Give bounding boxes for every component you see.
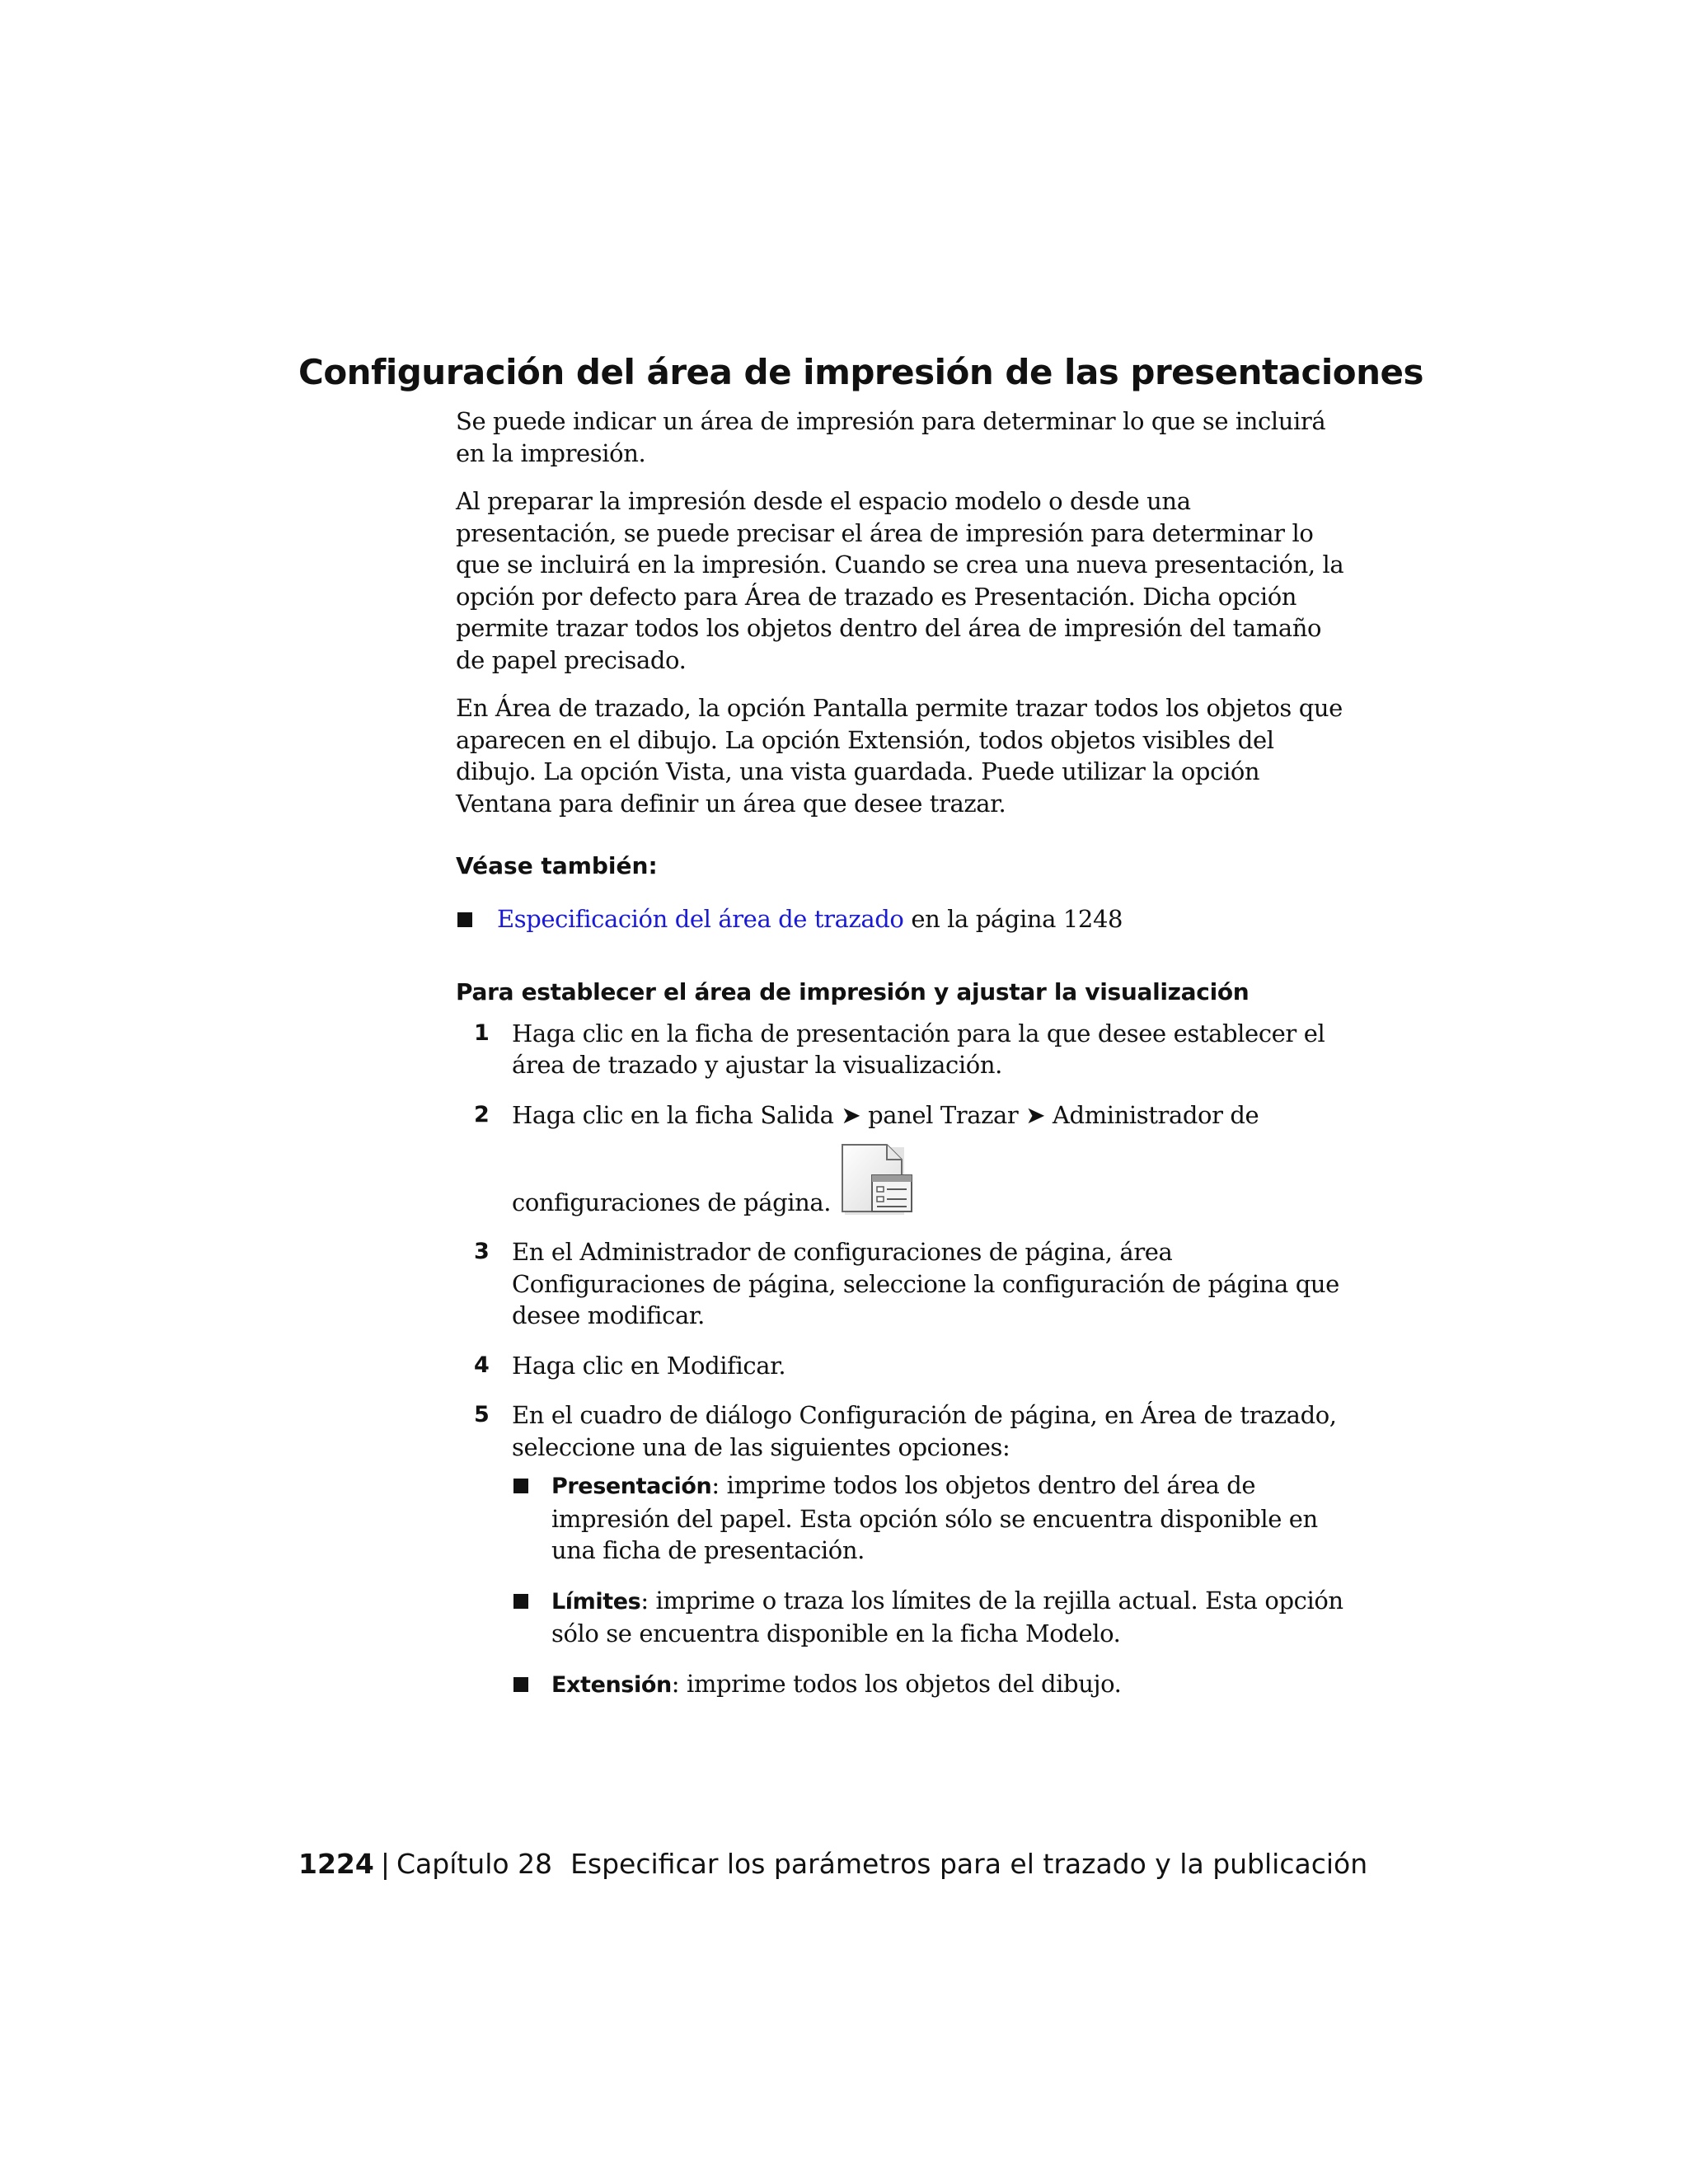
step-text: Haga clic en la ficha de presentación para la que desee establecer el área de trazado y ajustar la visualización.: [512, 1019, 1325, 1079]
step-text: Haga clic en Modificar.: [512, 1351, 786, 1380]
step-text: En el cuadro de diálogo Configuración de página, en Área de trazado, seleccione una de las siguientes opciones:: [512, 1401, 1337, 1461]
option-term: Extensión: [551, 1671, 672, 1698]
step-text: En el Administrador de configuraciones de página, área Configuraciones de página, seleccione la configuración de página que desee modificar.: [512, 1238, 1339, 1329]
option-description: : imprime todos los objetos dentro del área de impresión del papel. Esta opción sólo se encuentra disponible en una ficha de presentación.: [551, 1471, 1318, 1564]
intro-paragraph-3: En Área de trazado, la opción Pantalla permite trazar todos los objetos que aparecen en el dibujo. La opción Extensión, todos objetos visibles del dibujo. La opción Vista, una vista guardada. Puede utilizar la opción Ventana para definir un área que desee trazar.: [456, 694, 1343, 818]
bullet-square-icon: [513, 1479, 528, 1493]
option-term: Límites: [551, 1588, 641, 1615]
see-also-page-ref: en la página 1248: [903, 905, 1123, 933]
step-text: Haga clic en la ficha Salida ➤ panel Trazar ➤ Administrador de: [512, 1100, 1259, 1129]
option-item: [512, 1585, 1354, 1650]
procedure-step: [456, 1099, 1354, 1219]
section-title: Configuración del área de impresión de las presentaciones: [298, 352, 1424, 392]
chapter-label: Capítulo 28: [396, 1848, 553, 1880]
see-also-item: [456, 903, 1354, 935]
step-number: 1: [474, 1019, 490, 1046]
option-description: : imprime todos los objetos del dibujo.: [671, 1669, 1122, 1698]
bullet-square-icon: [513, 1677, 528, 1692]
page-setup-manager-icon: [839, 1142, 915, 1218]
option-description: : imprime o traza los límites de la rejilla actual. Esta opción sólo se encuentra disponible en la ficha Modelo.: [551, 1586, 1343, 1647]
page-footer: [298, 1846, 1367, 1882]
bullet-square-icon: [457, 912, 472, 927]
bullet-square-icon: [513, 1594, 528, 1609]
footer-separator: |: [380, 1848, 390, 1880]
procedure-step: [456, 1399, 1354, 1701]
option-term: Presentación: [551, 1474, 712, 1499]
options-list: [512, 1469, 1354, 1701]
step-text-line2: configuraciones de página.: [512, 1188, 832, 1216]
procedure-heading: Para establecer el área de impresión y ajustar la visualización: [456, 977, 1250, 1005]
intro-paragraph-1: Se puede indicar un área de impresión para determinar lo que se incluirá en la impresión.: [456, 407, 1326, 467]
body-column: [456, 405, 1354, 1719]
chapter-title: Especificar los parámetros para el trazado y la publicación: [570, 1848, 1368, 1880]
step-number: 2: [474, 1101, 490, 1127]
step-text-continued: [512, 1142, 1354, 1218]
option-item: [512, 1668, 1354, 1702]
step-number: 4: [474, 1352, 490, 1378]
option-item: [512, 1469, 1354, 1567]
page-number: 1224: [298, 1848, 374, 1880]
see-also-link[interactable]: Especificación del área de trazado: [497, 905, 904, 933]
see-also-heading: Véase también:: [456, 852, 658, 879]
step-number: 3: [474, 1239, 490, 1264]
procedure-step: [456, 1236, 1354, 1332]
procedure-step: [456, 1018, 1354, 1081]
intro-paragraph-2: Al preparar la impresión desde el espacio modelo o desde una presentación, se puede precisar el área de impresión para determinar lo que se incluirá en la impresión. Cuando se crea una nueva presentación, la opción por defecto para Área de trazado es Presentación. Dicha opción permite trazar todos los objetos dentro del área de impresión del tamaño de papel precisado.: [456, 487, 1344, 674]
step-number: 5: [474, 1402, 490, 1427]
procedure-step: [456, 1350, 1354, 1382]
